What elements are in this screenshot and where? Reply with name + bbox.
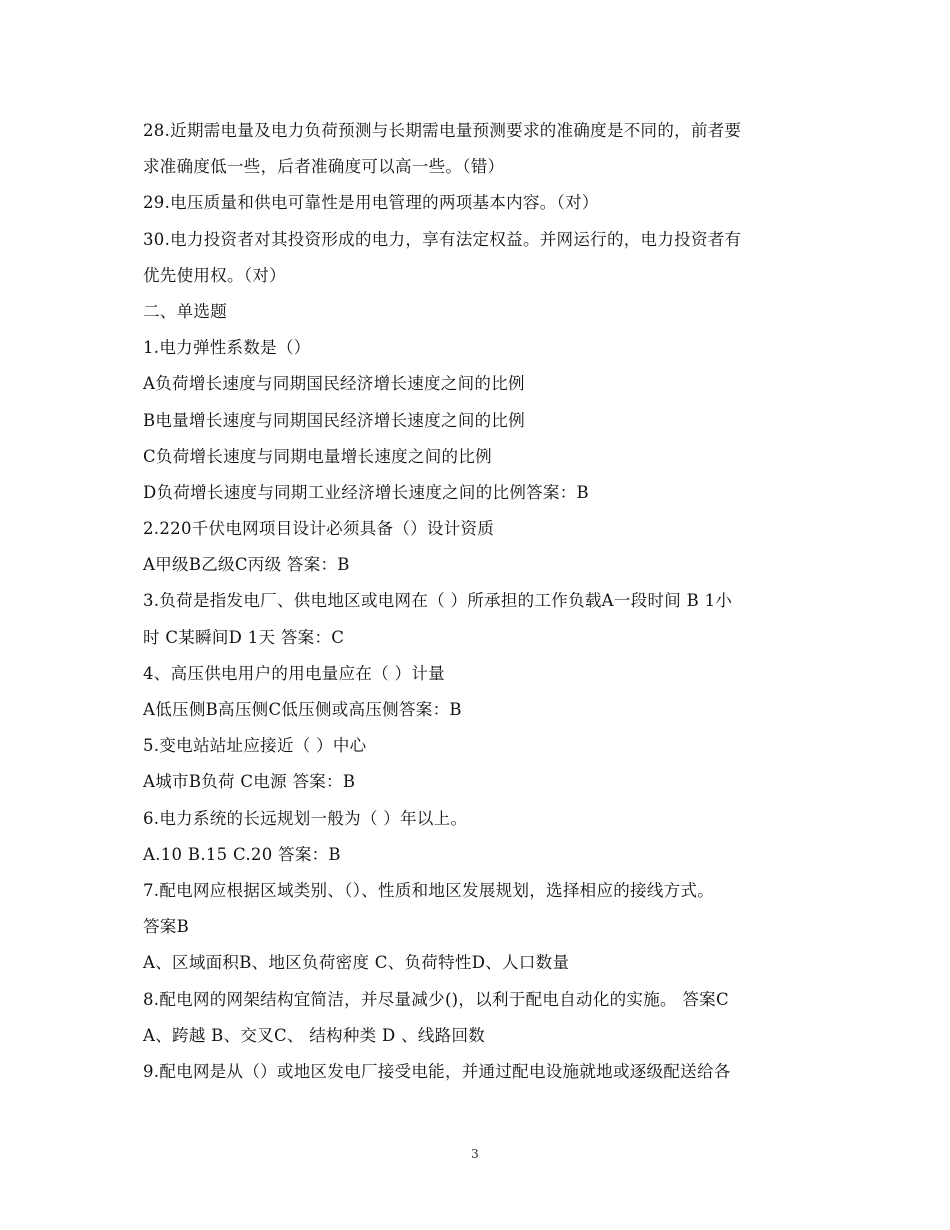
option-text: A甲级B乙级C丙级 答案：B: [143, 555, 350, 575]
answer-text: 答案B: [143, 917, 190, 937]
text-line: 29.电压质量和供电可靠性是用电管理的两项基本内容。（对）: [143, 193, 599, 213]
question-text: 4、高压供电用户的用电量应在（ ）计量: [143, 663, 445, 683]
option-text: A城市B负荷 C电源 答案：B: [143, 772, 356, 792]
page-number: 3: [471, 1147, 479, 1161]
text-line: 优先使用权。（对）: [143, 265, 286, 285]
option-text: C负荷增长速度与同期电量增长速度之间的比例: [143, 446, 492, 466]
question-text: 6.电力系统的长远规划一般为（ ）年以上。: [143, 808, 468, 828]
question-text: 9.配电网是从（）或地区发电厂接受电能，并通过配电设施就地或逐级配送给各: [143, 1061, 731, 1081]
option-text: A负荷增长速度与同期国民经济增长速度之间的比例: [143, 374, 525, 394]
option-text: A低压侧B高压侧C低压侧或高压侧答案：B: [143, 700, 462, 719]
text-line: 求准确度低一些，后者准确度可以高一些。（错）: [143, 157, 505, 177]
question-text: 5.变电站站址应接近（ ）中心: [143, 736, 367, 756]
question-text: 3.负荷是指发电厂、供电地区或电网在（ ）所承担的工作负载A一段时间 B 1小: [143, 591, 733, 611]
text-line: 30.电力投资者对其投资形成的电力，享有法定权益。并网运行的，电力投资者有: [143, 229, 742, 249]
question-text: 7.配电网应根据区域类别、（）、性质和地区发展规划，选择相应的接线方式。: [143, 880, 715, 900]
option-text: A.10 B.15 C.20 答案：B: [143, 844, 341, 864]
document-body: [143, 113, 813, 1090]
section-heading: 二、单选题: [143, 301, 227, 321]
question-text: 1.电力弹性系数是（）: [143, 338, 311, 358]
option-text: A、区域面积B、地区负荷密度 C、负荷特性D、人口数量: [143, 953, 570, 973]
option-text: 时 C某瞬间D 1天 答案：C: [143, 627, 345, 647]
text-line: 28.近期需电量及电力负荷预测与长期需电量预测要求的准确度是不同的，前者要: [143, 121, 742, 140]
question-text: 2.220千伏电网项目设计必须具备（）设计资质: [143, 519, 495, 539]
option-text: D负荷增长速度与同期工业经济增长速度之间的比例答案：B: [143, 482, 589, 502]
question-text: 8.配电网的网架结构宜简洁，并尽量减少()，以利于配电自动化的实施。 答案C: [143, 989, 729, 1009]
option-text: B电量增长速度与同期国民经济增长速度之间的比例: [143, 410, 526, 430]
option-text: A、跨越 B、交叉C、 结构种类 D 、线路回数: [143, 1025, 486, 1045]
